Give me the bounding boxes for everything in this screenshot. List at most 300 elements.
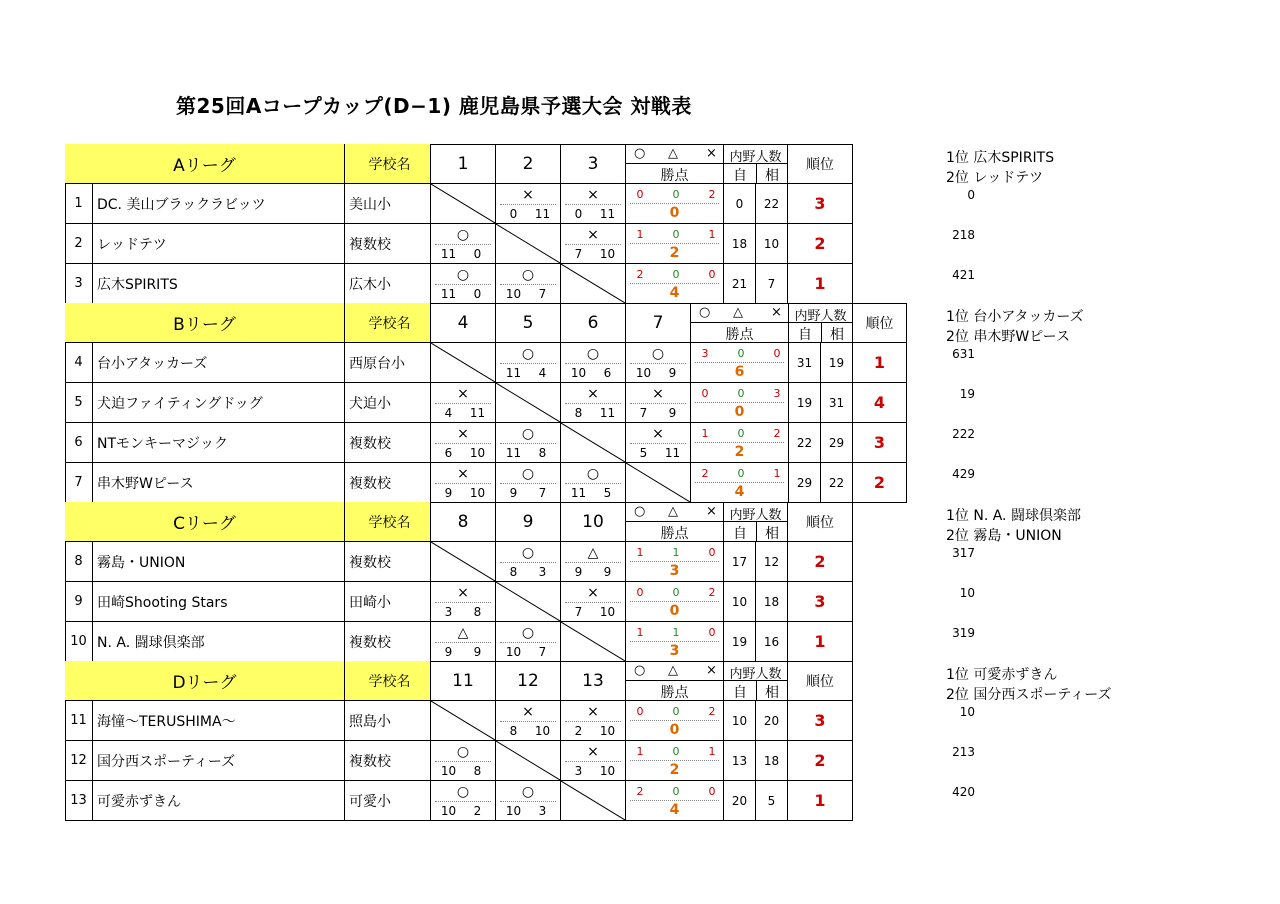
score-own: 11 (505, 446, 522, 460)
points-label: 勝点 (660, 168, 689, 184)
match-result (496, 781, 561, 821)
draw-mark-label: △ (668, 146, 678, 161)
dotted-divider (435, 284, 491, 285)
league-4-table (65, 661, 853, 821)
dotted-divider (435, 443, 491, 444)
team-number: 9 (65, 582, 93, 622)
win-draw-loss (626, 701, 724, 741)
runs-header (789, 303, 853, 343)
league-name: Bリーグ (65, 303, 345, 343)
runs-opp: 16 (756, 622, 788, 662)
dotted-divider (435, 602, 491, 603)
opponent-col-header: 10 (561, 502, 626, 542)
win-draw-loss (691, 383, 789, 423)
side-value: 218 (952, 228, 975, 242)
self-match-cell (496, 383, 561, 423)
result-mark: △ (457, 625, 469, 641)
runs-opp: 31 (821, 383, 853, 423)
dotted-divider (500, 443, 556, 444)
side-value: 10 (959, 586, 975, 600)
opp-label: 相 (765, 168, 779, 184)
second-place: 2位 霧島・UNION (946, 528, 1062, 544)
result-mark: ○ (521, 426, 535, 442)
losses: 2 (708, 188, 716, 201)
dotted-divider (565, 602, 621, 603)
match-result (431, 264, 496, 304)
self-match-cell (496, 741, 561, 781)
win-draw-loss (626, 264, 724, 304)
score-opp: 7 (538, 645, 547, 659)
result-mark: × (522, 704, 534, 720)
runs-own: 19 (789, 383, 821, 423)
dotted-divider (630, 601, 719, 602)
runs-label: 内野人数 (729, 508, 782, 523)
diagonal-line (496, 383, 560, 422)
dotted-divider (435, 801, 491, 802)
team-name: 広木SPIRITS (93, 264, 345, 304)
team-row (65, 781, 853, 821)
win-draw-loss (626, 741, 724, 781)
draw-mark-label: △ (668, 504, 678, 519)
rank-header: 順位 (788, 144, 853, 184)
team-name: 海憧〜TERUSHIMA〜 (93, 701, 345, 741)
second-place: 2位 串木野Wピース (946, 329, 1070, 345)
team-rank: 1 (788, 622, 853, 662)
team-number: 13 (65, 781, 93, 821)
dotted-divider (565, 483, 621, 484)
match-result (496, 184, 561, 224)
dotted-divider (500, 483, 556, 484)
runs-own: 18 (724, 224, 756, 264)
score-opp: 10 (599, 764, 616, 778)
dotted-divider (695, 362, 784, 363)
team-number: 12 (65, 741, 93, 781)
score-own: 8 (509, 565, 518, 579)
match-result (561, 224, 626, 264)
draws: 0 (672, 188, 680, 201)
win-draw-loss (691, 463, 789, 503)
score-opp: 2 (473, 804, 482, 818)
diagonal-line (561, 264, 625, 303)
league-name: Dリーグ (65, 661, 345, 701)
diagonal-line (431, 343, 495, 382)
team-row (65, 582, 853, 622)
team-rank: 1 (788, 264, 853, 304)
dotted-divider (500, 721, 556, 722)
diagonal-line (561, 622, 625, 661)
score-own: 11 (505, 366, 522, 380)
wins: 2 (636, 268, 644, 281)
win-draw-loss (626, 542, 724, 582)
score-own: 3 (574, 764, 583, 778)
side-value: 631 (952, 347, 975, 361)
team-row (65, 264, 853, 304)
score-opp: 7 (538, 486, 547, 500)
team-name: 可愛赤ずきん (93, 781, 345, 821)
self-match-cell (561, 622, 626, 662)
side-value: 319 (952, 626, 975, 640)
match-result (626, 423, 691, 463)
opponent-col-header: 2 (496, 144, 561, 184)
league-header-row (65, 661, 853, 701)
dotted-divider (565, 363, 621, 364)
match-result (431, 741, 496, 781)
team-name: 霧島・UNION (93, 542, 345, 582)
divider (691, 322, 788, 323)
score-opp: 11 (534, 207, 551, 221)
runs-own: 13 (724, 741, 756, 781)
dotted-divider (435, 761, 491, 762)
opponent-col-header: 4 (431, 303, 496, 343)
score-own: 0 (509, 207, 518, 221)
points-label: 勝点 (660, 526, 689, 542)
losses: 0 (708, 626, 716, 639)
result-mark: × (587, 187, 599, 203)
result-mark: ○ (456, 784, 470, 800)
score-own: 9 (444, 645, 453, 659)
result-mark: ○ (586, 346, 600, 362)
divider (626, 680, 723, 681)
result-mark: × (457, 426, 469, 442)
team-rank: 1 (853, 343, 907, 383)
side-value: 317 (952, 546, 975, 560)
result-mark: ○ (521, 346, 535, 362)
team-row (65, 741, 853, 781)
dotted-divider (435, 642, 491, 643)
side-value: 222 (952, 427, 975, 441)
dotted-divider (565, 204, 621, 205)
losses: 2 (773, 427, 781, 440)
score-opp: 0 (473, 287, 482, 301)
opponent-col-header: 12 (496, 661, 561, 701)
wdl-header (626, 144, 724, 184)
match-result (431, 463, 496, 503)
match-result (561, 184, 626, 224)
self-match-cell (496, 582, 561, 622)
runs-header (724, 144, 788, 184)
losses: 1 (773, 467, 781, 480)
team-school: 複数校 (345, 622, 431, 662)
score-opp: 9 (473, 645, 482, 659)
diagonal-line (431, 184, 495, 223)
dotted-divider (630, 561, 719, 562)
runs-own: 29 (789, 463, 821, 503)
self-match-cell (431, 701, 496, 741)
score-opp: 9 (603, 565, 612, 579)
score-opp: 11 (599, 207, 616, 221)
league-name: Cリーグ (65, 502, 345, 542)
team-row (65, 423, 907, 463)
self-match-cell (431, 184, 496, 224)
wdl-header (691, 303, 789, 343)
first-place: 1位 台小アタッカーズ (946, 309, 1084, 325)
score-own: 4 (444, 406, 453, 420)
wdl-header (626, 502, 724, 542)
win-mark-label: ○ (699, 305, 711, 320)
runs-opp: 7 (756, 264, 788, 304)
match-result (626, 383, 691, 423)
team-number: 8 (65, 542, 93, 582)
match-result (431, 423, 496, 463)
match-result (496, 701, 561, 741)
dotted-divider (565, 244, 621, 245)
side-value: 213 (952, 745, 975, 759)
score-opp: 11 (599, 406, 616, 420)
team-number: 6 (65, 423, 93, 463)
points: 2 (734, 444, 745, 460)
team-name: N. A. 闘球倶楽部 (93, 622, 345, 662)
wins: 1 (636, 546, 644, 559)
team-rank: 2 (788, 224, 853, 264)
points: 4 (734, 484, 745, 500)
dotted-divider (565, 721, 621, 722)
result-mark: × (587, 227, 599, 243)
points: 0 (669, 603, 680, 619)
team-name: レッドテツ (93, 224, 345, 264)
team-number: 7 (65, 463, 93, 503)
dotted-divider (630, 283, 719, 284)
opponent-col-header: 11 (431, 661, 496, 701)
score-own: 7 (639, 406, 648, 420)
runs-own: 0 (724, 184, 756, 224)
divider (626, 521, 723, 522)
opponent-col-header: 9 (496, 502, 561, 542)
team-name: DC. 美山ブラックラビッツ (93, 184, 345, 224)
score-opp: 3 (538, 804, 547, 818)
runs-own: 17 (724, 542, 756, 582)
team-school: 美山小 (345, 184, 431, 224)
loss-mark-label: × (771, 305, 782, 320)
dotted-divider (630, 243, 719, 244)
match-result (561, 463, 626, 503)
school-header: 学校名 (345, 144, 431, 184)
runs-own: 31 (789, 343, 821, 383)
win-draw-loss (626, 224, 724, 264)
team-row (65, 383, 907, 423)
second-place: 2位 レッドテツ (946, 170, 1044, 186)
runs-own: 21 (724, 264, 756, 304)
score-opp: 11 (469, 406, 486, 420)
team-rank: 3 (788, 582, 853, 622)
diagonal-line (496, 224, 560, 263)
team-name: 串木野Wピース (93, 463, 345, 503)
wins: 2 (636, 785, 644, 798)
score-opp: 10 (469, 486, 486, 500)
wins: 1 (636, 228, 644, 241)
dotted-divider (500, 284, 556, 285)
score-own: 5 (639, 446, 648, 460)
match-result (561, 582, 626, 622)
wins: 1 (636, 745, 644, 758)
result-mark: △ (587, 545, 599, 561)
dotted-divider (630, 800, 719, 801)
runs-opp: 18 (756, 582, 788, 622)
result-mark: ○ (521, 466, 535, 482)
diagonal-line (496, 582, 560, 621)
team-name: 犬迫ファイティングドッグ (93, 383, 345, 423)
team-rank: 1 (788, 781, 853, 821)
own-label: 自 (798, 327, 812, 343)
win-draw-loss (626, 184, 724, 224)
losses: 0 (708, 268, 716, 281)
win-mark-label: ○ (634, 146, 646, 161)
score-opp: 7 (538, 287, 547, 301)
school-header: 学校名 (345, 661, 431, 701)
result-mark: × (457, 585, 469, 601)
wins: 3 (701, 347, 709, 360)
team-school: 複数校 (345, 542, 431, 582)
dotted-divider (435, 244, 491, 245)
points: 0 (669, 722, 680, 738)
opponent-col-header: 1 (431, 144, 496, 184)
result-mark: × (587, 386, 599, 402)
score-own: 10 (440, 764, 457, 778)
dotted-divider (630, 403, 686, 404)
opp-label: 相 (830, 327, 844, 343)
runs-opp: 20 (756, 701, 788, 741)
dotted-divider (695, 482, 784, 483)
dotted-divider (630, 203, 719, 204)
match-result (561, 383, 626, 423)
match-result (496, 343, 561, 383)
match-result (496, 264, 561, 304)
result-mark: ○ (456, 227, 470, 243)
dotted-divider (500, 562, 556, 563)
team-row (65, 224, 853, 264)
score-own: 3 (444, 605, 453, 619)
first-place: 1位 広木SPIRITS (946, 150, 1055, 166)
runs-opp: 12 (756, 542, 788, 582)
opponent-col-header: 7 (626, 303, 691, 343)
self-match-cell (431, 542, 496, 582)
runs-opp: 18 (756, 741, 788, 781)
school-header: 学校名 (345, 303, 431, 343)
second-place: 2位 国分西スポーティーズ (946, 687, 1112, 703)
team-row (65, 343, 907, 383)
side-value: 421 (952, 268, 975, 282)
score-own: 7 (574, 247, 583, 261)
losses: 2 (708, 705, 716, 718)
team-number: 1 (65, 184, 93, 224)
score-own: 8 (509, 724, 518, 738)
runs-opp: 5 (756, 781, 788, 821)
result-mark: × (587, 585, 599, 601)
first-place: 1位 N. A. 闘球倶楽部 (946, 508, 1081, 524)
match-result (496, 463, 561, 503)
team-school: 複数校 (345, 423, 431, 463)
score-own: 0 (574, 207, 583, 221)
team-school: 広木小 (345, 264, 431, 304)
match-result (496, 622, 561, 662)
score-opp: 6 (603, 366, 612, 380)
team-school: 複数校 (345, 224, 431, 264)
draws: 1 (672, 626, 680, 639)
dotted-divider (565, 562, 621, 563)
losses: 3 (773, 387, 781, 400)
opponent-col-header: 8 (431, 502, 496, 542)
league-header-row (65, 502, 853, 542)
losses: 1 (708, 228, 716, 241)
result-mark: × (457, 386, 469, 402)
match-result (431, 383, 496, 423)
runs-header (724, 661, 788, 701)
draws: 0 (672, 268, 680, 281)
self-match-cell (561, 781, 626, 821)
team-number: 10 (65, 622, 93, 662)
result-mark: ○ (586, 466, 600, 482)
score-own: 11 (440, 287, 457, 301)
match-result (431, 622, 496, 662)
score-opp: 10 (599, 605, 616, 619)
match-result (431, 582, 496, 622)
result-mark: × (652, 426, 664, 442)
score-opp: 11 (664, 446, 681, 460)
score-opp: 10 (599, 724, 616, 738)
score-opp: 4 (538, 366, 547, 380)
opp-label: 相 (765, 685, 779, 701)
win-draw-loss (626, 582, 724, 622)
wins: 2 (701, 467, 709, 480)
team-school: 可愛小 (345, 781, 431, 821)
points: 6 (734, 364, 745, 380)
page-title: 第25回Aコープカップ(D−1) 鹿児島県予選大会 対戦表 (176, 94, 692, 118)
score-opp: 10 (599, 247, 616, 261)
match-result (561, 343, 626, 383)
points: 0 (734, 404, 745, 420)
dotted-divider (630, 641, 719, 642)
points: 2 (669, 762, 680, 778)
dotted-divider (630, 363, 686, 364)
win-mark-label: ○ (634, 504, 646, 519)
team-school: 照島小 (345, 701, 431, 741)
team-rank: 2 (788, 741, 853, 781)
score-own: 11 (570, 486, 587, 500)
diagonal-line (561, 423, 625, 462)
losses: 2 (708, 586, 716, 599)
self-match-cell (496, 224, 561, 264)
team-school: 田崎小 (345, 582, 431, 622)
wins: 1 (701, 427, 709, 440)
runs-opp: 22 (756, 184, 788, 224)
result-mark: × (652, 386, 664, 402)
self-match-cell (561, 423, 626, 463)
result-mark: ○ (521, 267, 535, 283)
divider (626, 163, 723, 164)
losses: 0 (708, 546, 716, 559)
score-opp: 8 (473, 764, 482, 778)
wins: 0 (636, 188, 644, 201)
points: 2 (669, 245, 680, 261)
wins: 0 (701, 387, 709, 400)
score-own: 11 (440, 247, 457, 261)
dotted-divider (435, 403, 491, 404)
league-header-row (65, 144, 853, 184)
wdl-header (626, 661, 724, 701)
score-opp: 3 (538, 565, 547, 579)
result-mark: ○ (651, 346, 665, 362)
side-value: 19 (959, 387, 975, 401)
own-label: 自 (733, 685, 747, 701)
win-draw-loss (626, 781, 724, 821)
score-own: 10 (505, 645, 522, 659)
draws: 0 (672, 745, 680, 758)
draws: 0 (672, 228, 680, 241)
draws: 0 (737, 467, 745, 480)
win-draw-loss (691, 343, 789, 383)
score-own: 10 (440, 804, 457, 818)
score-own: 9 (574, 565, 583, 579)
points: 4 (669, 802, 680, 818)
